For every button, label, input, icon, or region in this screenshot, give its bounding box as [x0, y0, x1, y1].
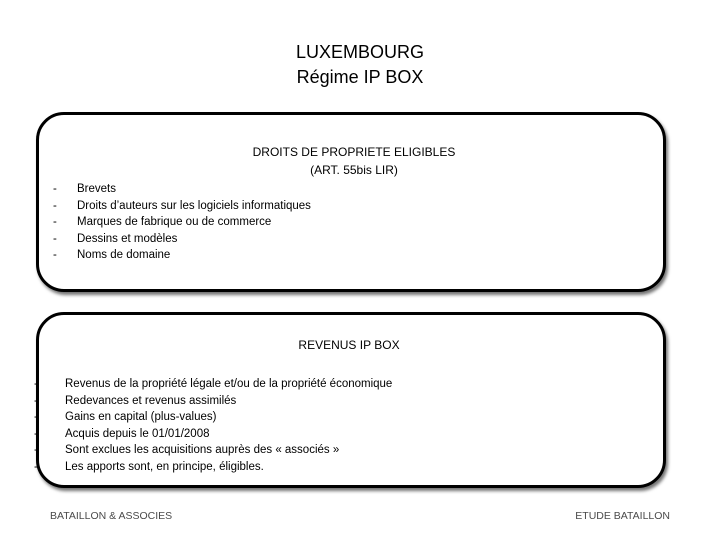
list-item: [53, 231, 311, 248]
bullet-dash: -: [53, 199, 57, 212]
eligible-rights-list: [53, 181, 311, 264]
list-item: [34, 459, 392, 476]
eligible-rights-heading-line2: (ART. 55bis LIR): [310, 163, 398, 177]
list-item: [34, 426, 392, 443]
bullet-dash: -: [34, 394, 38, 407]
title-regime: Régime IP BOX: [296, 67, 424, 87]
bullet-dash: -: [34, 444, 38, 457]
title-country: LUXEMBOURG: [295, 42, 425, 62]
list-item-text: Sont exclues les acquisitions auprès des « associés »: [65, 444, 340, 457]
bullet-dash: -: [34, 427, 38, 440]
ip-box-income-box: [36, 312, 666, 488]
list-item-text: Gains en capital (plus-values): [65, 411, 217, 424]
list-item: [53, 214, 311, 231]
list-item: [34, 393, 392, 410]
slide-title: [0, 40, 720, 90]
list-item: [34, 442, 392, 459]
bullet-dash: -: [34, 378, 38, 390]
list-item: [53, 181, 311, 198]
bullet-dash: -: [34, 411, 38, 424]
list-item-text: Acquis depuis le 01/01/2008: [65, 427, 210, 440]
bullet-dash: -: [53, 216, 57, 229]
list-item-text: Marques de fabrique ou de commerce: [77, 216, 272, 229]
bullet-dash: -: [53, 183, 57, 195]
list-item-text: Droits d’auteurs sur les logiciels informatiques: [77, 199, 311, 212]
footer-study-name: ETUDE BATAILLON: [575, 510, 670, 522]
ip-box-income-list: [34, 376, 392, 476]
list-item: [53, 198, 311, 215]
list-item-text: Dessins et modèles: [77, 232, 178, 245]
bullet-dash: -: [53, 232, 57, 245]
list-item: [53, 247, 311, 264]
list-item-text: Noms de domaine: [77, 249, 171, 262]
eligible-rights-heading-line1: DROITS DE PROPRIETE ELIGIBLES: [252, 145, 456, 159]
list-item-text: Brevets: [77, 183, 116, 195]
bullet-dash: -: [53, 249, 57, 262]
eligible-rights-heading: [244, 143, 464, 179]
ip-box-income-heading: REVENUS IP BOX: [298, 338, 400, 352]
list-item: [34, 409, 392, 426]
footer-firm-name: BATAILLON & ASSOCIES: [50, 510, 173, 522]
eligible-rights-box: [36, 112, 666, 292]
bullet-dash: -: [34, 460, 38, 473]
list-item-text: Redevances et revenus assimilés: [65, 394, 237, 407]
list-item: [34, 376, 392, 393]
list-item-text: Les apports sont, en principe, éligibles.: [65, 460, 264, 473]
list-item-text: Revenus de la propriété légale et/ou de la propriété économique: [65, 378, 393, 390]
